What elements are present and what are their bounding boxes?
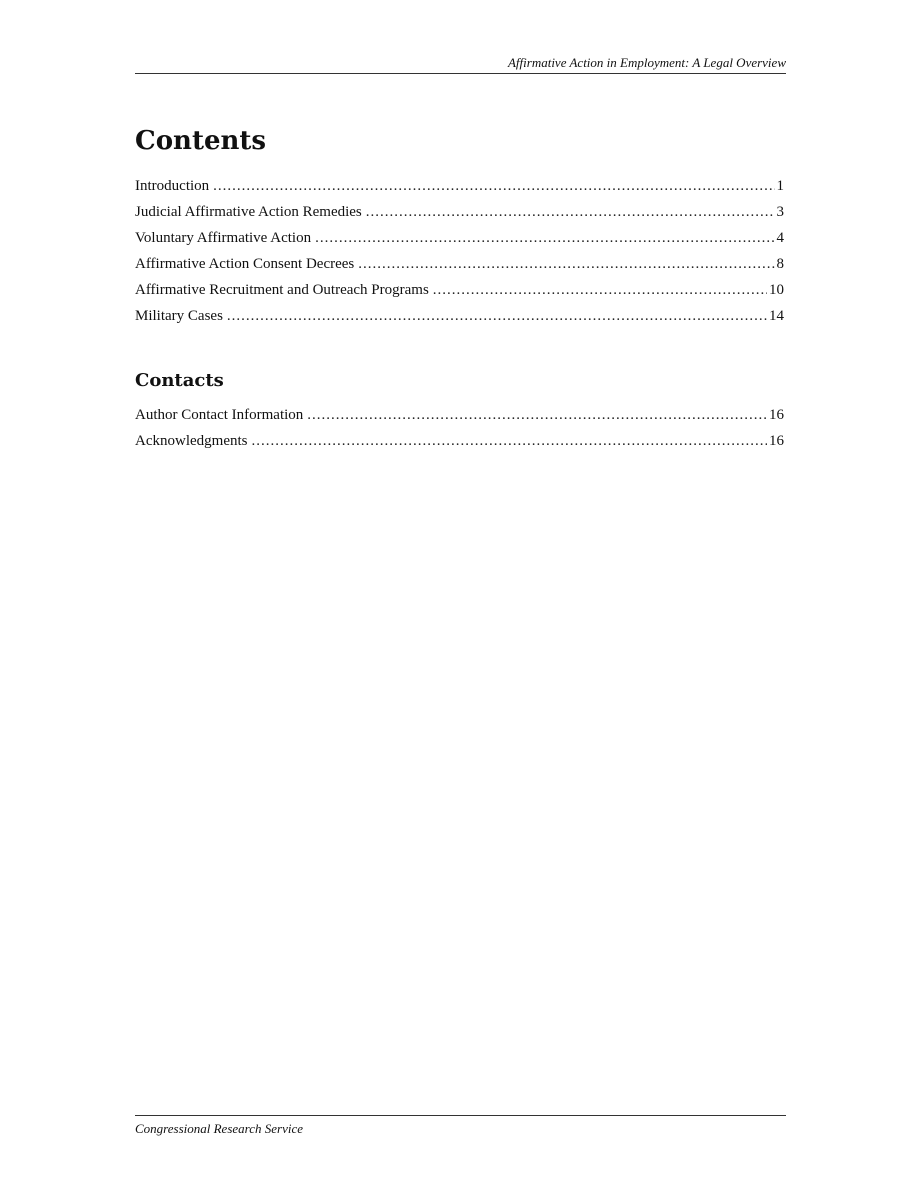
toc-entry-title: Voluntary Affirmative Action — [135, 230, 312, 246]
dot-leader — [433, 280, 767, 300]
toc-entry-title: Introduction — [135, 178, 210, 194]
dot-leader — [251, 431, 767, 451]
toc-entry-title: Judicial Affirmative Action Remedies — [135, 204, 362, 220]
toc-entry-military-cases[interactable] — [135, 306, 784, 332]
running-header: Affirmative Action in Employment: A Legal Overview — [135, 55, 786, 74]
toc-entry-title: Affirmative Recruitment and Outreach Programs — [135, 282, 429, 298]
contacts-list — [135, 405, 784, 457]
toc-entry-page: 14 — [769, 308, 784, 324]
dot-leader — [307, 405, 767, 425]
dot-leader — [366, 202, 775, 222]
dot-leader — [213, 176, 774, 196]
toc-entry-author-contact[interactable] — [135, 405, 784, 431]
toc-entry-judicial-remedies[interactable] — [135, 202, 784, 228]
toc-entry-title: Affirmative Action Consent Decrees — [135, 256, 355, 272]
toc-entry-acknowledgments[interactable] — [135, 431, 784, 457]
toc-entry-consent-decrees[interactable] — [135, 254, 784, 280]
toc-entry-introduction[interactable] — [135, 176, 784, 202]
toc-entry-page: 1 — [776, 178, 784, 194]
toc-entry-voluntary-affirmative-action[interactable] — [135, 228, 784, 254]
toc-entry-page: 3 — [776, 204, 784, 220]
toc-entry-title: Acknowledgments — [135, 433, 248, 449]
toc-entry-page: 8 — [776, 256, 784, 272]
toc-entry-recruitment-outreach[interactable] — [135, 280, 784, 306]
toc-entry-page: 4 — [776, 230, 784, 246]
dot-leader — [358, 254, 774, 274]
toc-entry-page: 16 — [769, 433, 784, 449]
toc-entry-title: Military Cases — [135, 308, 223, 324]
dot-leader — [227, 306, 767, 326]
contents-list — [135, 176, 784, 332]
toc-entry-title: Author Contact Information — [135, 407, 304, 423]
toc-entry-page: 16 — [769, 407, 784, 423]
toc-entry-page: 10 — [769, 282, 784, 298]
dot-leader — [315, 228, 774, 248]
contacts-heading: Contacts — [135, 370, 224, 391]
running-footer: Congressional Research Service — [135, 1115, 786, 1136]
contents-heading: Contents — [135, 126, 267, 156]
